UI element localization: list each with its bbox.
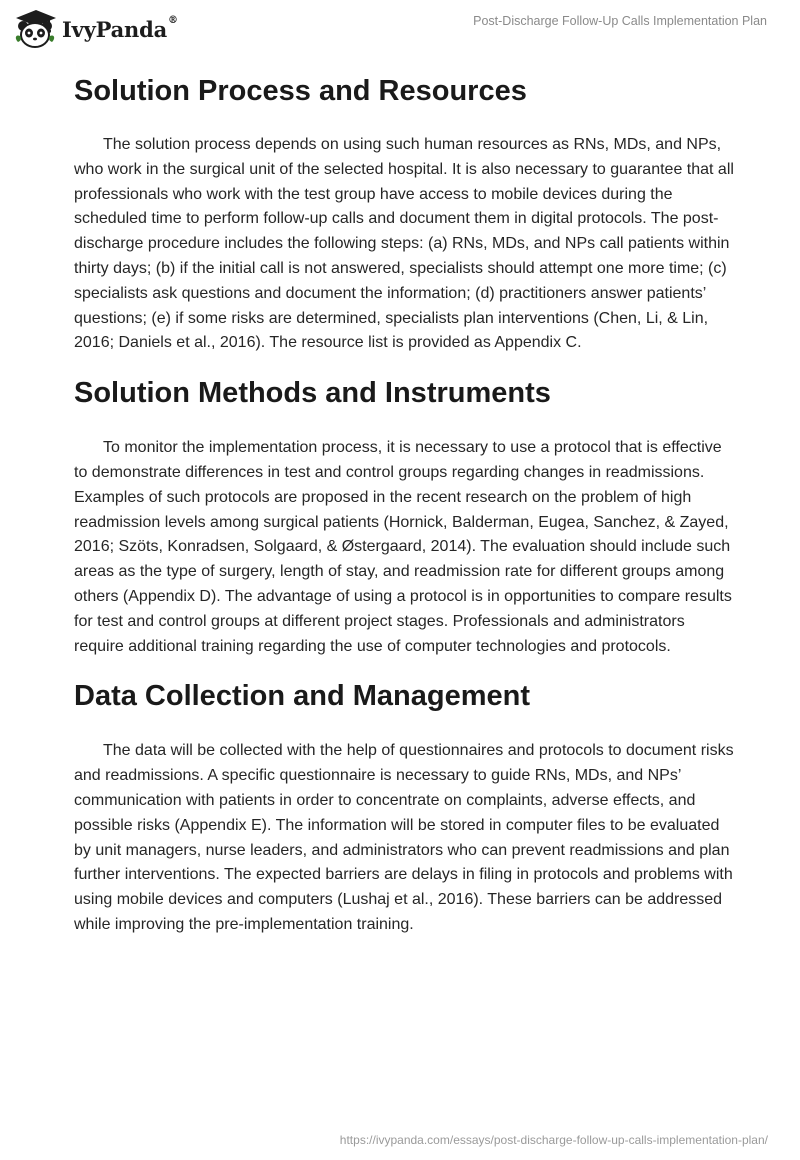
panda-graduate-icon [14, 8, 58, 50]
section-paragraph-data-collection: The data will be collected with the help of questionnaires and protocols to document risks and readmissions. A specific questionnaire is necessary to guide RNs, MDs, and NPs’ communication with patients in order to concentrate on complaints, adverse effects, and possible risks (Appendix E). The information will be stored in computer files to be evaluated by unit managers, nurse leaders, and administrators who can prevent readmissions and plan further interventions. The expected barriers are delays in filing in protocols and problems with using mobile devices and computers (Lushaj et al., 2016). These barriers can be addressed while improving the pre-implementation training. [74, 742, 734, 933]
ivypanda-logo[interactable] [14, 8, 178, 50]
page-header [0, 0, 800, 60]
document-body [74, 70, 734, 938]
section-heading-solution-process: Solution Process and Resources [74, 75, 527, 107]
section-heading-solution-methods: Solution Methods and Instruments [74, 377, 551, 410]
section-paragraph-solution-methods: To monitor the implementation process, it is necessary to use a protocol that is effective to demonstrate differences in test and control groups regarding changes in readmissions. Examples of such protocols are proposed in the recent research on the problem of high readmission levels among surgical patients (Hornick, Balderman, Eugea, Sanchez, & Zayed, 2016; Szöts, Konradsen, Solgaard, & Østergaard, 2014). The evaluation should include such areas as the type of surgery, length of stay, and readmission rate for different groups among others (Appendix D). The advantage of using a protocol is in opportunities to compare results for test and control groups at different project stages. Professionals and administrators require additional training regarding the use of computer technologies and protocols. [74, 439, 732, 655]
section-paragraph-solution-process: The solution process depends on using such human resources as RNs, MDs, and NPs, who work in the surgical unit of the selected hospital. It is also necessary to guarantee that all professionals who work with the test group have access to mobile devices during the scheduled time to perform follow-up calls and document them in digital protocols. The post-discharge procedure includes the following steps: (a) RNs, MDs, and NPs call patients within thirty days; (b) if the initial call is not answered, specialists should attempt one more time; (c) specialists ask questions and document the information; (d) practitioners answer patients’ questions; (e) if some risks are determined, specialists plan interventions (Chen, Li, & Lin, 2016; Daniels et al., 2016). The resource list is provided as Appendix C. [74, 136, 734, 352]
section-heading-data-collection: Data Collection and Management [74, 680, 531, 713]
logo-text: IvyPanda® [62, 14, 178, 42]
document-title: Post-Discharge Follow-Up Calls Implementation Plan [473, 14, 767, 28]
footer-source-url[interactable]: https://ivypanda.com/essays/post-discharge-follow-up-calls-implementation-plan/ [339, 1133, 768, 1147]
